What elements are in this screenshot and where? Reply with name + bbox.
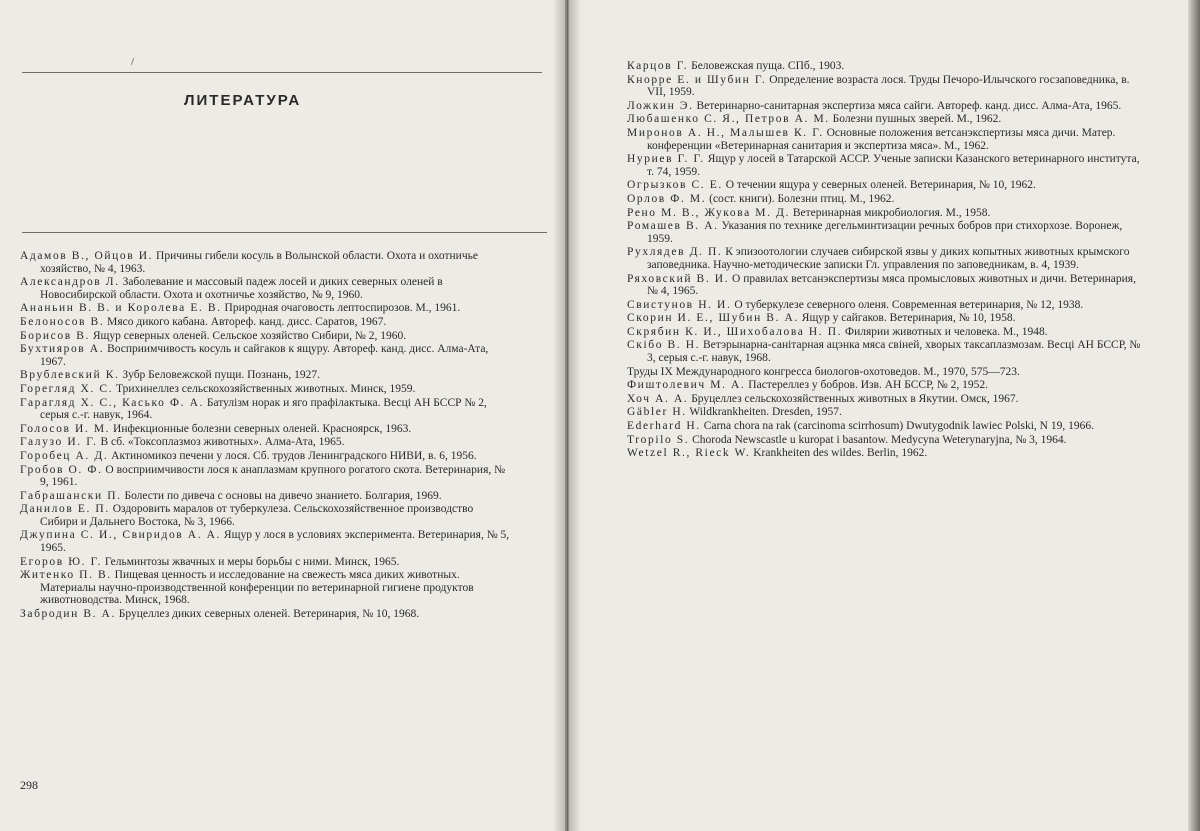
entry-text: Choroda Newscastle u kuropat i basantow. Medycyna Weterynaryjna, № 3, 1964. [689,433,1067,446]
entry-author: Александров Л. [20,276,120,289]
entry-author: Забродин В. А. [20,608,116,621]
entry-author: Егоров Ю. Г. [20,555,103,568]
bibliography-entry [20,369,510,382]
entry-author: Ряховский В. И. [627,272,730,285]
entry-text: Ветеринарная микробиология. М., 1958. [790,206,991,219]
bibliography-entry [627,434,1147,447]
entry-author: Белоносов В. [20,315,105,328]
bibliography-entry [20,608,510,621]
bibliography-entry [627,447,1147,460]
entry-text: Пастереллез у бобров. Изв. АН БССР, № 2, 1952. [745,379,988,392]
entry-text: Ветэрынарна-санітарная ацэнка мяса свіней, хворых таксаплазмозам. Весці АН БССР, № 3, серыя с.-г. навук, 1968. [647,339,1141,365]
entry-text: Ящур у сайгаков. Ветеринария, № 10, 1958. [798,312,1016,325]
bibliography-entry [627,60,1147,73]
entry-author: Врублевский К. [20,369,120,382]
entry-text: О течении ящура у северных оленей. Ветеринария, № 10, 1962. [722,179,1036,192]
entry-text: Труды IX Международного конгресса биологов-охотоведов. М., 1970, 575—723. [627,365,1020,378]
entry-text: К эпизоотологии случаев сибирской язвы у диких копытных животных крымского заповедника. Научно-методические записки Гл. управления по заповедникам, в. 4, 1939. [647,246,1130,271]
entry-author: Габрашански П. [20,489,122,502]
entry-text: Актиномикоз печени у лося. Сб. трудов Ленинградского НИВИ, в. 6, 1956. [108,449,477,462]
page-number: 298 [20,778,38,792]
entry-author: Ложкин Э. [627,99,694,112]
entry-text: Трихинеллез сельскохозяйственных животных. Минск, 1959. [113,382,416,395]
entry-author: Огрызков С. Е. [627,179,723,192]
bibliography-entry [627,179,1147,192]
entry-text: Болести по дивеча с основы на дивечо знанието. Болгария, 1969. [121,489,442,502]
bibliography-entry [627,393,1147,406]
bibliography-entry [627,312,1147,325]
entry-author: Борисов В. [20,329,90,342]
bibliography-entry [20,343,510,368]
entry-text: Филярии животных и человека. М., 1948. [842,325,1048,338]
entry-text: Определение возраста лося. Труды Печоро-Илычского госзаповедника, в. VII, 1959. [647,73,1130,99]
entry-author: Скрябин К. И., Шихобалова Н. П. [627,325,843,338]
bibliography-entry [20,330,510,343]
bibliography-entry [627,379,1147,392]
entry-author: Житенко П. В. [20,569,112,582]
entry-text: Бруцеллез сельскохозяйственных животных в Якутии. Омск, 1967. [688,392,1019,405]
top-rule [22,72,542,73]
entry-text: О правилах ветсанэкспертизы мяса промысловых животных и дичи. Ветеринария, № 4, 1965. [647,272,1136,298]
entry-author: Любашенко С. Я., Петров А. М. [627,113,830,126]
bibliography-entry [20,464,510,489]
entry-author: Джупина С. И., Свиридов А. А. [20,529,222,542]
entry-text: Заболевание и массовый падеж лосей и диких северных оленей в Новосибирской области. Охота и охотничье хозяйство, № 9, 1960. [40,276,443,301]
entry-text: Болезни пушных зверей. М., 1962. [829,113,1002,126]
page-edge-shadow [1188,0,1200,831]
entry-text: Причины гибели косуль в Волынской области. Охота и охотничье хозяйство, № 4, 1963. [40,250,478,275]
entry-text: Ящур у лося в условиях эксперимента. Ветеринария, № 5, 1965. [40,529,510,555]
entry-author: Орлов Ф. М. [627,192,707,205]
bibliography-entry [20,316,510,329]
entry-text: Основные положения ветсанэкспертизы мяса дичи. Матер. конференции «Ветеринарная санитария и экспертиза мяса». М., 1962. [647,126,1116,152]
entry-author: Данилов Е. П. [20,503,110,516]
bibliography-entry [20,250,510,275]
entry-author: Гарагляд Х. С., Касько Ф. А. [20,396,204,409]
bibliography-entry [20,302,510,315]
entry-text: О туберкулезе северного оленя. Современная ветеринария, № 12, 1938. [731,298,1084,311]
entry-text: Гельминтозы жвачных и меры борьбы с ними. Минск, 1965. [102,555,400,568]
entry-text: В сб. «Токсоплазмоз животных». Алма-Ата, 1965. [97,436,345,449]
bibliography-entry [20,450,510,463]
section-rule [22,232,547,233]
bibliography-entry [20,436,510,449]
entry-author: Голосов И. М. [20,422,111,435]
bibliography-entry [627,299,1147,312]
entry-author: Карцов Г. [627,60,689,72]
entry-author: Галузо И. Г. [20,436,98,449]
bibliography-entry [627,339,1147,364]
bibliography-entry [627,74,1147,99]
bibliography-entry [20,529,510,554]
page-heading: ЛИТЕРАТУРА [184,92,302,109]
entry-text: Зубр Беловежской пущи. Познань, 1927. [119,369,321,382]
entry-author: Свистунов Н. И. [627,298,732,311]
entry-text: Бруцеллез диких северных оленей. Ветеринария, № 10, 1968. [115,608,420,621]
entry-text: Ящур северных оленей. Сельское хозяйство Сибири, № 2, 1960. [89,329,407,342]
entry-text: (сост. книги). Болезни птиц. М., 1962. [706,192,895,205]
bibliography-entry [627,193,1147,206]
entry-author: Миронов А. Н., Малышев К. Г. [627,126,824,139]
bibliography-entry [20,276,510,301]
entry-author: Ромашев В. А. [627,220,719,233]
entry-author: Gäbler H. [627,406,687,419]
entry-author: Бухтияров А. [20,343,105,356]
entry-text: Carna chora na rak (carcinoma scirrhosum) Dwutygodnik lawiec Polski, N 19, 1966. [700,420,1094,433]
bibliography-entry [627,113,1147,126]
bibliography-entry [20,383,510,396]
entry-author: Адамов В., Ойцов И. [20,250,154,262]
entry-author: Скорин И. Е., Шубин В. А. [627,312,799,325]
entry-text: Указания по технике дегельминтизации речных бобров при стихорхозе. Воронеж, 1959. [647,220,1123,245]
entry-text: Оздоровить маралов от туберкулеза. Сельскохозяйственное производство Сибири и Дальнего Востока, № 3, 1966. [40,503,474,528]
entry-text: Природная очаговость лептоспирозов. М., 1961. [221,302,461,315]
entry-text: Беловежская пуща. СПб., 1903. [688,60,845,72]
bibliography-entry [627,326,1147,339]
entry-author: Нуриев Г. Г. [627,153,705,166]
bibliography-entry [627,153,1147,178]
entry-author: Ederhard H. [627,420,701,433]
entry-text: Ящур у лосей в Татарской АССР. Ученые записки Казанского ветеринарного института, т. 74, 1959. [647,153,1140,178]
entry-author: Скібо В. Н. [627,339,701,352]
bibliography-entry [20,423,510,436]
bibliography-list-right [627,60,1147,461]
right-page [568,0,1190,831]
bibliography-entry [627,406,1147,419]
book-gutter [553,0,581,831]
entry-text: Батулізм норак и яго прафілактыка. Весці АН БССР № 2, серыя с.-г. навук, 1964. [40,396,487,422]
entry-text: О восприимчивости лося к анаплазмам крупного рогатого скота. Ветеринария, № 9, 1961. [40,463,506,489]
bibliography-entry [20,556,510,569]
bibliography-entry [627,127,1147,152]
entry-author: Гробов О. Ф. [20,463,103,476]
bibliography-entry [20,503,510,528]
entry-text: Инфекционные болезни северных оленей. Красноярск, 1963. [110,422,412,435]
entry-author: Фиштолевич М. А. [627,379,746,392]
entry-author: Кнорре Е. и Шубин Г. [627,73,767,86]
entry-author: Wetzel R., Rieck W. [627,447,751,460]
entry-text: Wildkrankheiten. Dresden, 1957. [686,406,842,419]
entry-author: Рухлядев Д. П. [627,246,723,259]
bibliography-entry [627,220,1147,245]
bibliography-entry [627,246,1147,271]
bibliography-entry [627,207,1147,220]
entry-author: Ананьин В. В. и Королева Е. В. [20,302,222,315]
pencil-mark [131,58,134,65]
entry-text: Восприимчивость косуль и сайгаков к ящуру. Автореф. канд. дисс. Алма-Ата, 1967. [40,343,489,368]
entry-text: Мясо дикого кабана. Автореф. канд. дисс. Саратов, 1967. [104,315,387,328]
entry-text: Пищевая ценность и исследование на свежесть мяса диких животных. Материалы научно-производственной конференции по ветеринарной гигиене продуктов животноводства. Минск, 1968. [40,569,474,607]
left-page [0,0,565,831]
entry-author: Tropilo S. [627,433,690,446]
bibliography-entry [20,569,510,607]
bibliography-entry [627,100,1147,113]
bibliography-list-left [20,250,510,622]
entry-author: Хоч А. А. [627,392,689,405]
entry-author: Горобец А. Д. [20,449,109,462]
bibliography-entry [627,366,1147,379]
bibliography-entry [20,490,510,503]
entry-author: Рено М. В., Жукова М. Д. [627,206,790,219]
entry-text: Krankheiten des wildes. Berlin, 1962. [750,447,928,460]
bibliography-entry [627,420,1147,433]
bibliography-entry [627,273,1147,298]
bibliography-entry [20,397,510,422]
entry-author: Горегляд Х. С. [20,382,114,395]
entry-text: Ветеринарно-санитарная экспертиза мяса сайги. Автореф. канд. дисс. Алма-Ата, 1965. [693,99,1122,112]
